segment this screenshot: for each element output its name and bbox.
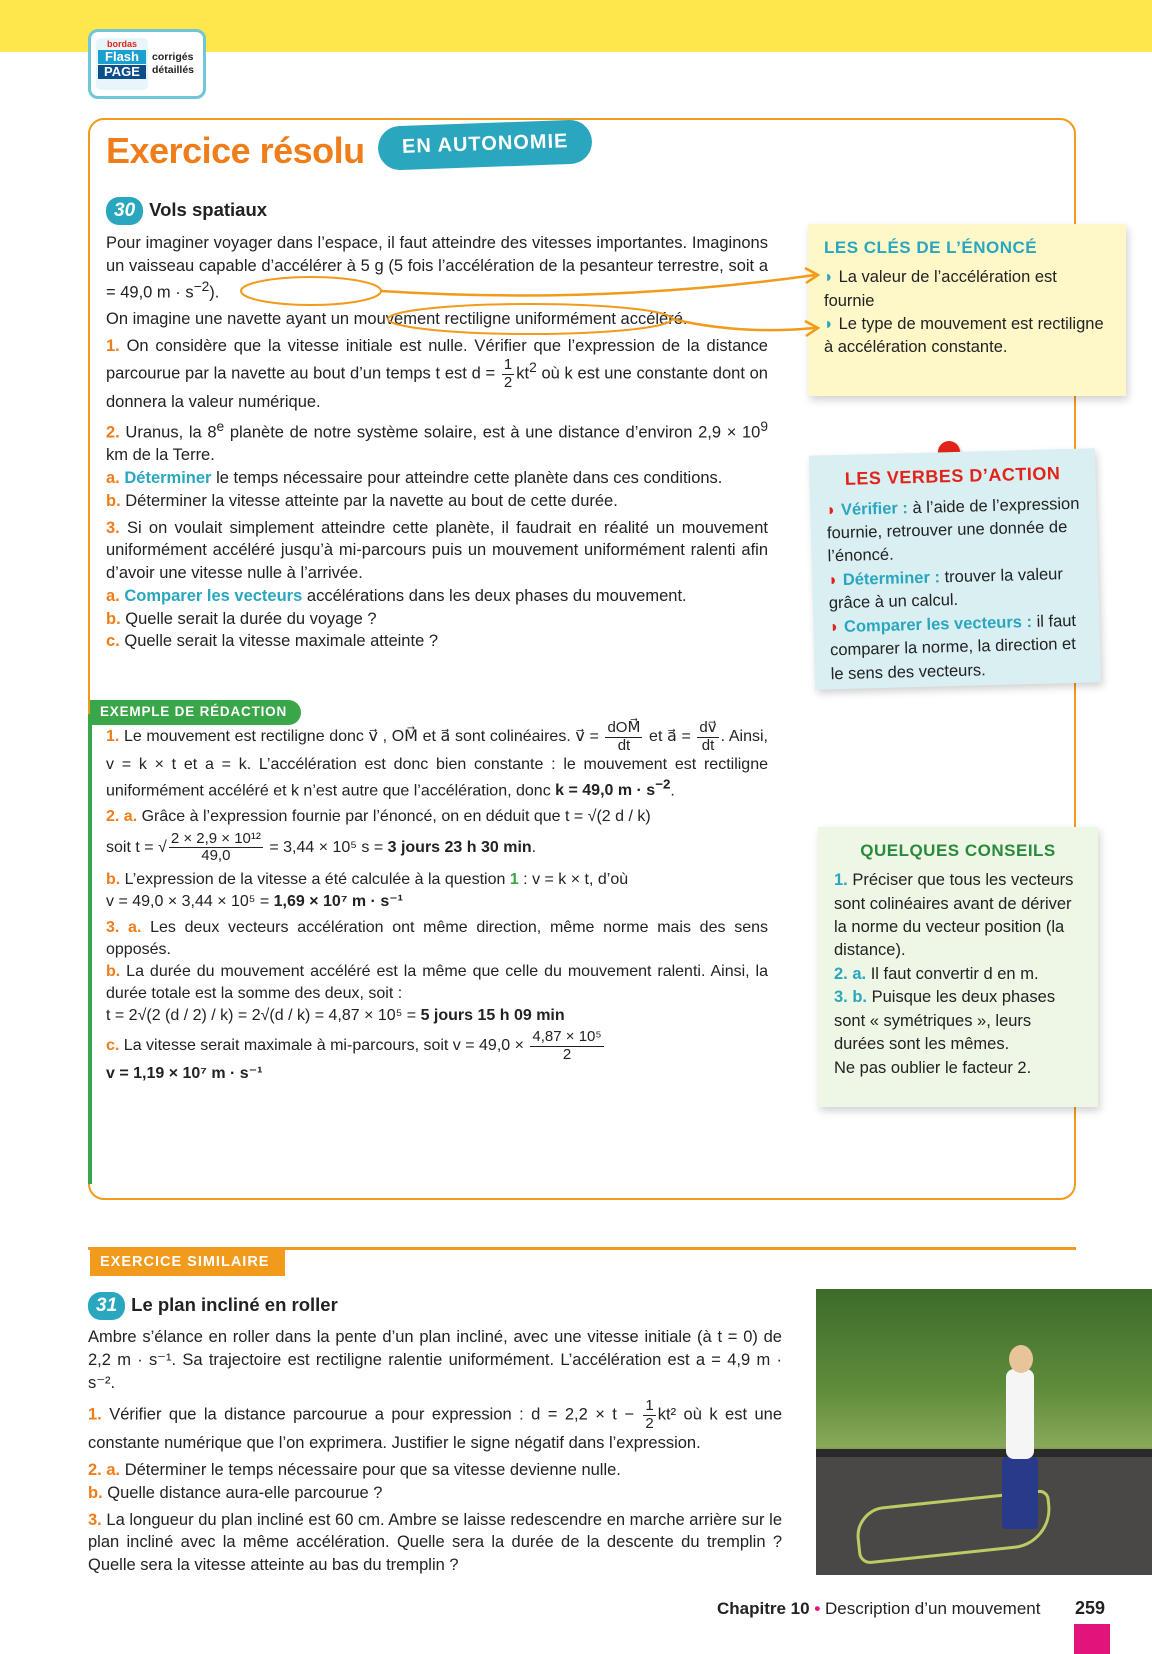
chevron-icon: ◗ — [829, 617, 840, 636]
answer-2a: 2. a. Grâce à l’expression fournie par l’énoncé, on en déduit que t = √(2 d / k) — [106, 808, 651, 826]
photo-girl-head — [1009, 1345, 1033, 1373]
page-title: Exercice résolu — [106, 130, 365, 171]
exercise-31-statement — [88, 1326, 782, 1581]
intro-paragraph: Ambre s’élance en roller dans la pente d’un plan incliné, avec une vitesse initiale (à t = 0) de 2,2 m · s⁻¹. Sa trajectoire est rectiligne ralentie uniformément. L’accélération est a = 4,9 m · s⁻². — [88, 1328, 782, 1392]
roller-photo — [816, 1289, 1152, 1575]
page-number: 259 — [1075, 1598, 1106, 1618]
question-2a: a. Déterminer le temps nécessaire pour atteindre cette planète dans ces conditions. — [106, 469, 723, 488]
question-2b: b. Déterminer la vitesse atteinte par la navette au bout de cette durée. — [106, 491, 618, 510]
exercise-31-heading: 31 Le plan incliné en roller — [88, 1292, 338, 1320]
question-2b: b. Quelle distance aura-elle parcourue ? — [88, 1483, 383, 1502]
exercise-30-heading: 30 Vols spatiaux — [106, 197, 267, 225]
note-title: LES CLÉS DE L’ÉNONCÉ — [824, 238, 1038, 257]
similaire-tag: EXERCICE SIMILAIRE — [90, 1249, 285, 1276]
question-3c: c. Quelle serait la vitesse maximale atteinte ? — [106, 632, 439, 651]
chevron-icon: ◗ — [826, 500, 837, 519]
note-title: QUELQUES CONSEILS — [860, 841, 1056, 860]
question-1: 1. Vérifier que la distance parcourue a pour expression : d = 2,2 × t − $\frac{1}{2}$ kt² où k est une constante numérique que l’on exprimera. Justifier le signe négatif dans l’expression. — [88, 1397, 782, 1453]
photo-girl-legs — [1002, 1457, 1038, 1529]
photo-girl-body — [1006, 1369, 1034, 1459]
question-1: 1. On considère que la vitesse initiale est nulle. Vérifier que l’expression de la distance parcourue par la navette au bout d’un temps t est d = $\frac{1}{2}$ $kt^2$ où k est une constante dont on donnera la valeur numérique. — [106, 336, 768, 412]
chevron-icon: ◗ — [824, 314, 834, 333]
question-2: 2. Uranus, la 8e planète de notre système solaire, est à une distance d’environ $2,9 \times 10^9$ km de la Terre. — [106, 419, 768, 465]
question-3: 3. La longueur du plan incliné est 60 cm. Ambre se laisse redescendre en marche arrière sur le plan incliné avec la même accélération. Quelle sera la durée de la descente du tremplin ? Quelle sera la vitesse atteinte au bas du tremplin ? — [88, 1510, 782, 1575]
exercise-number: 30 — [106, 197, 143, 225]
question-3b: b. Quelle serait la durée du voyage ? — [106, 609, 377, 628]
note-title: LES VERBES D’ACTION — [844, 463, 1061, 489]
page-corner-mark — [1074, 1624, 1110, 1654]
answer-2b: b. L’expression de la vitesse a été calculée à la question 1 : v = k × t, d’où v = 49,0 × 3,44 × 10⁵ = 1,69 × 10⁷ m · s⁻¹ — [106, 870, 629, 910]
exercise-30-statement — [106, 232, 768, 657]
question-3: 3. Si on voulait simplement atteindre cette planète, il faudrait en réalité un mouvement uniformément accéléré jusqu’à mi-parcours puis un mouvement uniformément ralenti afin d’avoir une vitesse nulle à l’arrivée. — [106, 518, 768, 583]
answer-3a: 3. a. Les deux vecteurs accélération ont même direction, même norme mais des sens opposés. — [106, 918, 768, 958]
question-3a: a. Comparer les vecteurs accélérations dans les deux phases du mouvement. — [106, 586, 687, 605]
badge-text: corrigés détaillés — [152, 51, 195, 76]
footer-chapter: Chapitre 10 • Description d’un mouvement — [717, 1599, 1041, 1618]
exemple-side-bar — [88, 714, 92, 1184]
flash-page-logo: bordas Flash PAGE — [96, 38, 148, 90]
intro-paragraph-2: On imagine une navette ayant un mouvement rectiligne uniformément accéléré. — [106, 309, 688, 328]
conseils-note: QUELQUES CONSEILS 1. Préciser que tous les vecteurs sont colinéaires avant de dériver la norme du vecteur position (la distance). 2. a. Il faut convertir d en m. 3. b. Puisque les deux phases sont « symétriques », leurs durées sont les mêmes. Ne pas oublier le facteur 2. — [818, 827, 1098, 1107]
verbes-action-note: LES VERBES D’ACTION ◗ Vérifier : à l’aide de l’expression fournie, retrouver une donnée de l’énoncé. ◗ Déterminer : trouver la valeur grâce à un calcul. ◗ Comparer les vecteurs : il faut comparer la norme, la direction et le sens des vecteurs. — [809, 448, 1101, 689]
chevron-icon: ◗ — [824, 268, 834, 287]
answer-2a-result: soit t = √ $\frac{\text{2 × 2,9 × 10¹²}}{49,0}$ = 3,44 × 10⁵ s = 3 jours 23 h 30 min. — [106, 829, 537, 865]
photo-rail — [816, 1449, 1152, 1457]
intro-paragraph: Pour imaginer voyager dans l’espace, il faut atteindre des vitesses importantes. Imaginons un vaisseau capable d’accélérer à 5 g (5 fois l’accélération de la pesanteur terrestre, soit a = 49,0 $m \cdot s^{-2}$). — [106, 234, 768, 302]
exercise-number: 31 — [88, 1292, 125, 1320]
exemple-tag: EXEMPLE DE RÉDACTION — [90, 700, 301, 725]
exemple-redaction — [106, 720, 768, 1089]
cles-enonce-note: LES CLÉS DE L’ÉNONCÉ ◗ La valeur de l’accélération est fournie ◗ Le type de mouvement est rectiligne à accélération constante. — [808, 224, 1126, 396]
autonomie-pill: EN AUTONOMIE — [377, 119, 593, 170]
chevron-icon: ◗ — [828, 570, 839, 590]
flash-page-badge[interactable] — [88, 29, 206, 99]
answer-3b: b. La durée du mouvement accéléré est la même que celle du mouvement ralenti. Ainsi, la durée totale est la somme des deux, soit : t = 2√(2 (d / 2) / k) = 2√(d / k) = 4,87 × 10⁵ = 5 jours 15 h 09 min — [106, 962, 768, 1025]
answer-1: 1. Le mouvement est rectiligne donc v⃗ , OM⃗ et a⃗ sont colinéaires. v⃗ = $\frac{\text{dOM⃗}}{dt}$ et a⃗ = $\frac{dv⃗}{dt}$ . Ainsi, v = k × t et a = k. L’accélération est donc bien constante : le mouvement est rectiligne uniformément accéléré et k n’est autre que l’accélération, donc k = 49,0 $m \cdot s^{-2}$. — [106, 719, 768, 800]
answer-3c: c. La vitesse serait maximale à mi-parcours, soit v = 49,0 × $\frac{\text{4,87 × 10⁵}}{2}$ v = 1,19 × 10⁷ m · s⁻¹ — [106, 1028, 602, 1083]
question-2a: 2. a. Déterminer le temps nécessaire pour que sa vitesse devienne nulle. — [88, 1461, 621, 1480]
